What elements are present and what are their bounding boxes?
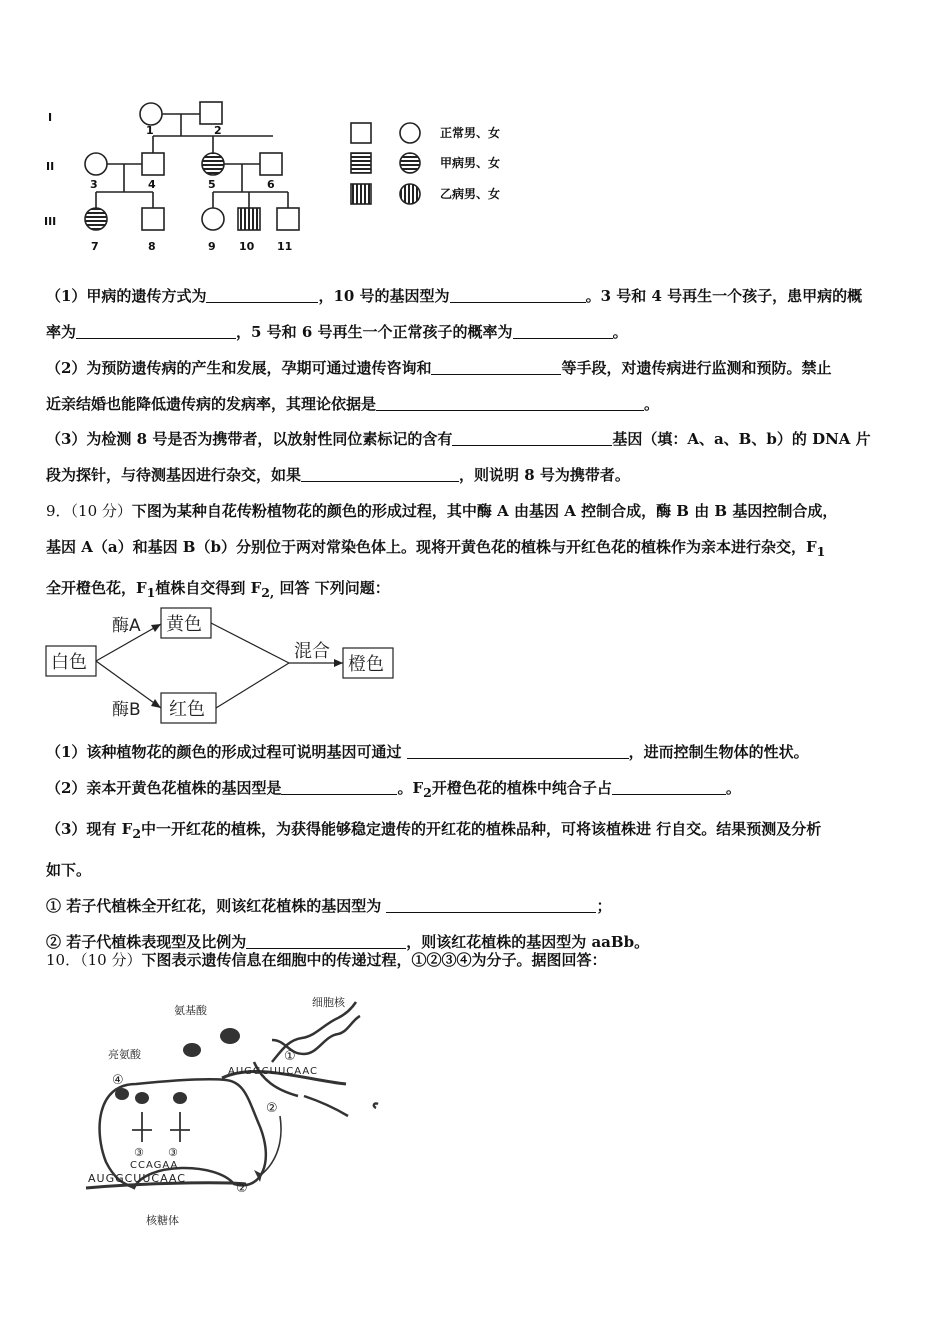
pedigree-figure (40, 92, 560, 257)
individual-9 (202, 208, 224, 230)
q8-p1-text-d: 率为 (46, 323, 77, 341)
legend-disease-a-female (400, 153, 420, 173)
anticodon-seq: CCAGAA (130, 1160, 179, 1171)
answer-blank[interactable] (376, 394, 644, 411)
answer-blank[interactable] (513, 322, 613, 339)
marker-3-right: ③ (168, 1146, 178, 1159)
id-label-4: 4 (148, 178, 156, 191)
id-label-2: 2 (214, 124, 222, 137)
q10-number: 10．（10 分） (46, 951, 142, 969)
id-label-5: 5 (208, 178, 216, 191)
q9-intro-line3a: 全开橙色花，F (46, 579, 147, 597)
orange-label: 橙色 (348, 654, 384, 675)
gen-label-1: I (48, 111, 53, 124)
q8-p3-text-b: 基因（填：A、a、B、b）的 DNA 片 (612, 430, 871, 448)
white-label: 白色 (51, 652, 87, 673)
nuclear-membrane-2 (304, 1096, 348, 1116)
q10-intro (46, 942, 906, 978)
amino-acid-chain-3 (173, 1092, 187, 1104)
leucine-label: 亮氨酸 (108, 1048, 141, 1061)
translation-figure (76, 992, 396, 1232)
id-label-7: 7 (91, 240, 99, 253)
q9-s2-text-d: 。 (725, 779, 741, 797)
amino-acid-chain-2 (135, 1092, 149, 1104)
answer-blank[interactable] (301, 465, 459, 482)
q9-intro-sub1: 1 (146, 585, 156, 600)
q8-p3-text-c: 段为探针，与待测基因进行杂交，如果 (46, 466, 302, 484)
ribosome-label: 核糖体 (146, 1214, 179, 1227)
individual-6 (260, 153, 282, 175)
marker-1: ① (284, 1049, 296, 1064)
q8-p3-text-a: （3）为检测 8 号是否为携带者，以放射性同位素标记的含有 (46, 430, 453, 448)
answer-blank[interactable] (386, 896, 596, 913)
amino-acid-blob (183, 1043, 201, 1057)
amino-acid-label: 氨基酸 (174, 1004, 207, 1017)
yellow-label: 黄色 (166, 614, 202, 635)
q8-p2-text-d: 。 (644, 395, 660, 413)
q9-intro-line2: 基因 A（a）和基因 B（b）分别位于两对常染色体上。现将开黄色花的植株与开红色花的植株作为亲本进行杂交，F (46, 538, 817, 556)
q9-number: 9．（10 分） (46, 502, 132, 520)
individual-2 (200, 102, 222, 124)
individual-3 (85, 153, 107, 175)
legend-normal-female (400, 123, 420, 143)
answer-blank[interactable] (450, 286, 586, 303)
q8-p2-text-b: 等手段，对遗传病进行监测和预防。禁止 (561, 359, 832, 377)
legend-normal-male (351, 123, 371, 143)
marker-2-bottom: ② (236, 1181, 248, 1196)
nucleus-label: 细胞核 (312, 996, 345, 1009)
answer-blank[interactable] (206, 286, 318, 303)
enzyme-a-label: 酶A (112, 616, 141, 636)
individual-7 (85, 208, 107, 230)
q9-s1-text-b: ，进而控制生物体的性状。 (628, 743, 809, 761)
id-label-10: 10 (239, 240, 255, 253)
q9-s3-text-a: （3）现有 F (46, 820, 133, 838)
q9-c2-text-b: ，则该红花植株的基因型为 aaBb。 (406, 933, 650, 951)
q9-c1-text-b: ； (596, 897, 612, 915)
id-label-8: 8 (148, 240, 156, 253)
trna-right (170, 1112, 190, 1142)
q8-p2-text-c: 近亲结婚也能降低遗传病的发病率，其理论依据是 (46, 395, 377, 413)
q8-p1-text-e: ，5 号和 6 号再生一个正常孩子的概率为 (236, 323, 513, 341)
q9-intro-line3b: 植株自交得到 F (155, 579, 262, 597)
q9-s2-text-c: 开橙色花的植株中纯合子占 (431, 779, 612, 797)
legend-label-normal: 正常男、女 (440, 126, 501, 140)
id-label-11: 11 (277, 240, 293, 253)
q10-intro-text: 下图表示遗传信息在细胞中的传递过程，①②③④为分子。据图回答： (141, 951, 607, 969)
q9-c2-text-a: ② 若子代植株表现型及比例为 (46, 933, 247, 951)
answer-blank[interactable] (407, 742, 629, 759)
q9-sub-questions (46, 734, 906, 960)
mrna-bottom-seq: AUGGCUUCAAC (88, 1172, 186, 1185)
gen-label-3: III (44, 215, 57, 228)
q8-p1-text-f: 。 (612, 323, 628, 341)
id-label-6: 6 (267, 178, 275, 191)
line-red-mix (216, 663, 289, 708)
legend-disease-b-female (400, 184, 420, 204)
id-label-3: 3 (90, 178, 98, 191)
answer-blank[interactable] (612, 778, 726, 795)
q9-s3-text-c: 如下。 (46, 861, 92, 879)
trna-left (132, 1112, 152, 1142)
enzyme-b-label: 酶B (112, 700, 141, 720)
q9-s3-text-b: 中一开红花的植株，为获得能够稳定遗传的开红花的植株品种，可将该植株进 行自交。结果预测及分析 (141, 820, 822, 838)
enzyme-blob (220, 1028, 240, 1044)
answer-blank[interactable] (281, 778, 397, 795)
q9-s3-sub: 2 (132, 826, 142, 841)
legend-disease-a-male (351, 153, 371, 173)
q8-p3-text-d: ，则说明 8 号为携带者。 (459, 466, 630, 484)
marker-3-left: ③ (134, 1146, 144, 1159)
q9-s2-sub: 2 (423, 785, 432, 800)
q9-intro-sub2: 2, (261, 585, 275, 600)
marker-2-top: ② (266, 1101, 278, 1116)
q9-intro-line3c: 回答 下列问题： (274, 579, 390, 597)
q9-intro-line1: 下图为某种自花传粉植物花的颜色的形成过程，其中酶 A 由基因 A 控制合成，酶 B 由 B 基因控制合成， (131, 502, 838, 520)
q9-s2-text-b: 。F (397, 779, 424, 797)
line-yellow-mix (211, 623, 289, 663)
individual-1 (140, 103, 162, 125)
q9-intro (46, 493, 906, 611)
q8-part3 (46, 421, 906, 493)
flower-color-diagram (44, 605, 404, 725)
q8-part1 (46, 278, 906, 350)
individual-5 (202, 153, 224, 175)
nuclear-membrane-3 (374, 1103, 378, 1108)
answer-blank[interactable] (76, 322, 236, 339)
individual-10 (238, 208, 260, 230)
q9-c1-text-a: ① 若子代植株全开红花，则该红花植株的基因型为 (46, 897, 387, 915)
id-label-1: 1 (146, 124, 154, 137)
q9-intro-sub: 1 (816, 544, 826, 559)
q8-part2 (46, 350, 906, 422)
q8-p1-text-b: ，10 号的基因型为 (318, 287, 450, 305)
legend-label-disease-b: 乙病男、女 (440, 187, 501, 201)
legend-disease-b-male (351, 184, 371, 204)
individual-4 (142, 153, 164, 175)
q9-s2-text-a: （2）亲本开黄色花植株的基因型是 (46, 779, 282, 797)
answer-blank[interactable] (431, 358, 561, 375)
q9-s1-text-a: （1）该种植物花的颜色的形成过程可说明基因可通过 (46, 743, 407, 761)
individual-11 (277, 208, 299, 230)
answer-blank[interactable] (452, 429, 612, 446)
id-label-9: 9 (208, 240, 216, 253)
marker-4: ④ (112, 1073, 124, 1088)
q8-p1-text-c: 。3 号和 4 号再生一个孩子，患甲病的概 (585, 287, 863, 305)
mix-label: 混合 (294, 641, 330, 662)
mrna-top-seq: AUGGCUUCAAC (228, 1066, 319, 1077)
legend-label-disease-a: 甲病男、女 (440, 156, 501, 170)
red-label: 红色 (169, 699, 205, 720)
amino-acid-chain-1 (115, 1088, 129, 1100)
q8-p1-text-a: （1）甲病的遗传方式为 (46, 287, 207, 305)
gen-label-2: II (46, 160, 55, 173)
q8-p2-text-a: （2）为预防遗传病的产生和发展，孕期可通过遗传咨询和 (46, 359, 432, 377)
individual-8 (142, 208, 164, 230)
